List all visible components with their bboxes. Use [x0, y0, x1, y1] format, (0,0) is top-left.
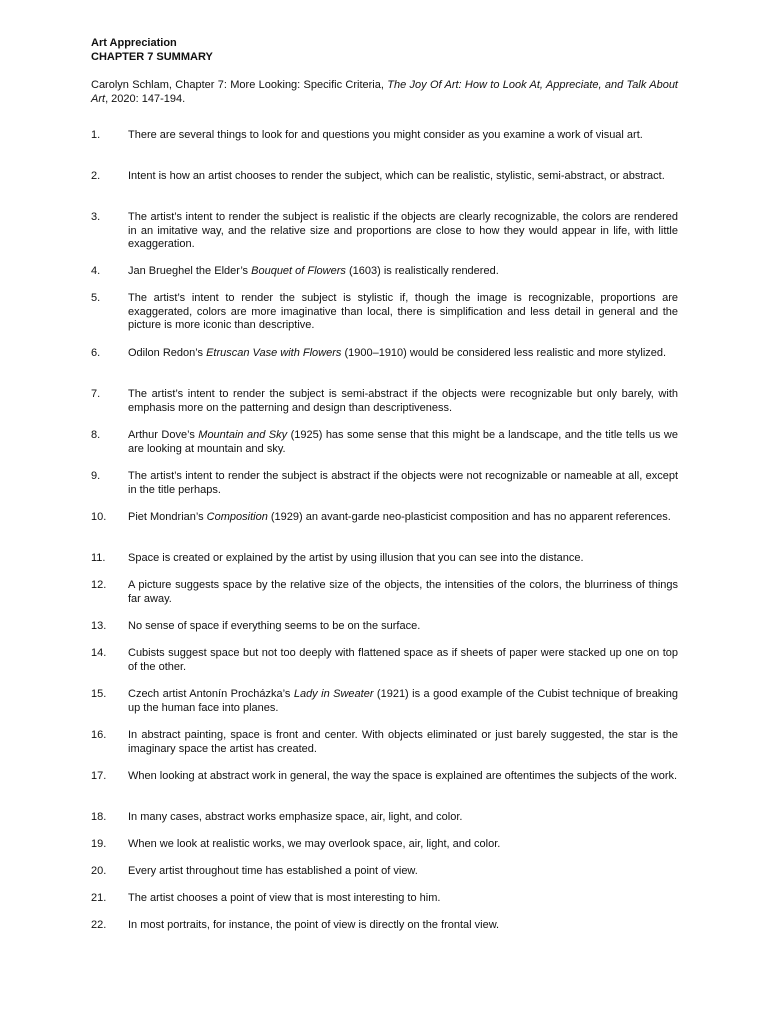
item-text [128, 865, 678, 879]
citation [91, 78, 678, 106]
item-text-segment: The artist’s intent to render the subject is abstract if the objects were not recognizable or nameable at all, except in the title perhaps. [128, 470, 678, 496]
item-text [128, 552, 678, 566]
artwork-title: Bouquet of Flowers [251, 265, 346, 277]
item-text-segment: Odilon Redon’s [128, 347, 207, 359]
item-number: 10. [91, 511, 107, 523]
item-number: 15. [91, 688, 107, 700]
item-text [128, 470, 678, 497]
item-number: 22. [91, 919, 107, 931]
item-number: 12. [91, 579, 107, 591]
item-text-segment: In most portraits, for instance, the point of view is directly on the frontal view. [128, 919, 500, 931]
item-text-segment: The artist chooses a point of view that is most interesting to him. [128, 892, 441, 904]
item-text-segment: In abstract painting, space is front and center. With objects eliminated or just barely suggested, the star is the imaginary space the artist has created. [128, 729, 678, 755]
item-text [128, 579, 678, 606]
document-header [91, 36, 681, 64]
item-text-segment: Jan Brueghel the Elder’s [128, 265, 252, 277]
item-text-segment: A picture suggests space by the relative size of the objects, the intensities of the colors, the blurriness of things far away. [128, 579, 678, 605]
item-number: 14. [91, 647, 107, 659]
item-text-segment: There are several things to look for and questions you might consider as you examine a work of visual art. [128, 129, 643, 141]
item-text-segment: Piet Mondrian’s [128, 511, 207, 523]
item-text-segment: Space is created or explained by the artist by using illusion that you can see into the distance. [128, 552, 584, 564]
item-text-segment: Every artist throughout time has established a point of view. [128, 865, 418, 877]
item-text-segment: The artist’s intent to render the subject is semi-abstract if the objects were recognizable but only barely, with emphasis more on the patterning and design than descriptiveness. [128, 388, 678, 414]
item-number: 9. [91, 470, 101, 482]
item-text [128, 347, 678, 361]
item-text [128, 770, 678, 784]
item-text-segment: In many cases, abstract works emphasize space, air, light, and color. [128, 811, 463, 823]
item-text-segment: Intent is how an artist chooses to render the subject, which can be realistic, stylistic, semi-abstract, or abstract. [128, 170, 665, 182]
artwork-title: Mountain and Sky [198, 429, 288, 441]
artwork-title: Lady in Sweater [293, 688, 374, 700]
item-text [128, 688, 678, 715]
item-text-segment: When looking at abstract work in general, the way the space is explained are oftentimes the subjects of the work. [128, 770, 678, 782]
item-number: 7. [91, 388, 101, 400]
item-text [128, 919, 678, 933]
item-text-segment: When we look at realistic works, we may overlook space, air, light, and color. [128, 838, 501, 850]
item-text [128, 429, 678, 456]
item-number: 2. [91, 170, 101, 182]
item-text-segment: Cubists suggest space but not too deeply with flattened space as if sheets of paper were stacked up one on top of the other. [128, 647, 678, 673]
item-text [128, 838, 678, 852]
citation-author-chapter: Carolyn Schlam, Chapter 7: More Looking: Specific Criteria, [91, 79, 388, 91]
artwork-title: Etruscan Vase with Flowers [206, 347, 342, 359]
item-number: 1. [91, 129, 101, 141]
item-number: 5. [91, 292, 101, 304]
item-text-segment: No sense of space if everything seems to be on the surface. [128, 620, 421, 632]
item-text [128, 892, 678, 906]
item-text-segment: (1921) is a good example of the Cubist technique of breaking up the human face into planes. [128, 688, 678, 714]
item-number: 20. [91, 865, 107, 877]
item-number: 21. [91, 892, 107, 904]
item-text [128, 170, 678, 184]
item-text-segment: The artist’s intent to render the subject is stylistic if, though the image is recognizable, proportions are exaggerated, colors are more imaginative than local, there is simplification and less detail in general and the picture is more iconic than descriptive. [128, 292, 678, 332]
item-text [128, 388, 678, 415]
chapter-title: CHAPTER 7 SUMMARY [91, 51, 213, 63]
item-text [128, 729, 678, 756]
item-text-segment: (1929) an avant-garde neo-plasticist composition and has no apparent references. [267, 511, 671, 523]
item-text [128, 211, 678, 252]
item-text-segment: Czech artist Antonín Procházka’s [128, 688, 294, 700]
item-text [128, 620, 678, 634]
citation-year-pages: , 2020: 147-194. [105, 93, 186, 105]
artwork-title: Composition [206, 511, 268, 523]
item-text-segment: (1925) has some sense that this might be a landscape, and the title tells us we are looking at mountain and sky. [128, 429, 678, 455]
item-number: 6. [91, 347, 101, 359]
item-number: 16. [91, 729, 107, 741]
item-number: 17. [91, 770, 107, 782]
item-number: 4. [91, 265, 101, 277]
item-number: 19. [91, 838, 107, 850]
item-number: 18. [91, 811, 107, 823]
item-text-segment: Arthur Dove’s [128, 429, 199, 441]
item-number: 3. [91, 211, 101, 223]
item-number: 8. [91, 429, 101, 441]
item-text [128, 511, 678, 525]
item-text [128, 292, 678, 333]
item-text-segment: The artist’s intent to render the subject is realistic if the objects are clearly recognizable, the colors are rendered in an imitative way, and the relative size and proportions are close to how they would appear in life, with little exaggeration. [128, 211, 678, 251]
item-text-segment: (1900–1910) would be considered less realistic and more stylized. [341, 347, 667, 359]
item-number: 11. [91, 552, 106, 564]
item-text-segment: (1603) is realistically rendered. [345, 265, 499, 277]
item-text [128, 811, 678, 825]
item-text [128, 129, 678, 143]
citation-book-title: The Joy Of Art: How to Look At, Appreciate, and Talk About Art [91, 79, 678, 105]
item-text [128, 265, 678, 279]
item-text [128, 647, 678, 674]
course-title: Art Appreciation [91, 37, 177, 49]
item-number: 13. [91, 620, 107, 632]
